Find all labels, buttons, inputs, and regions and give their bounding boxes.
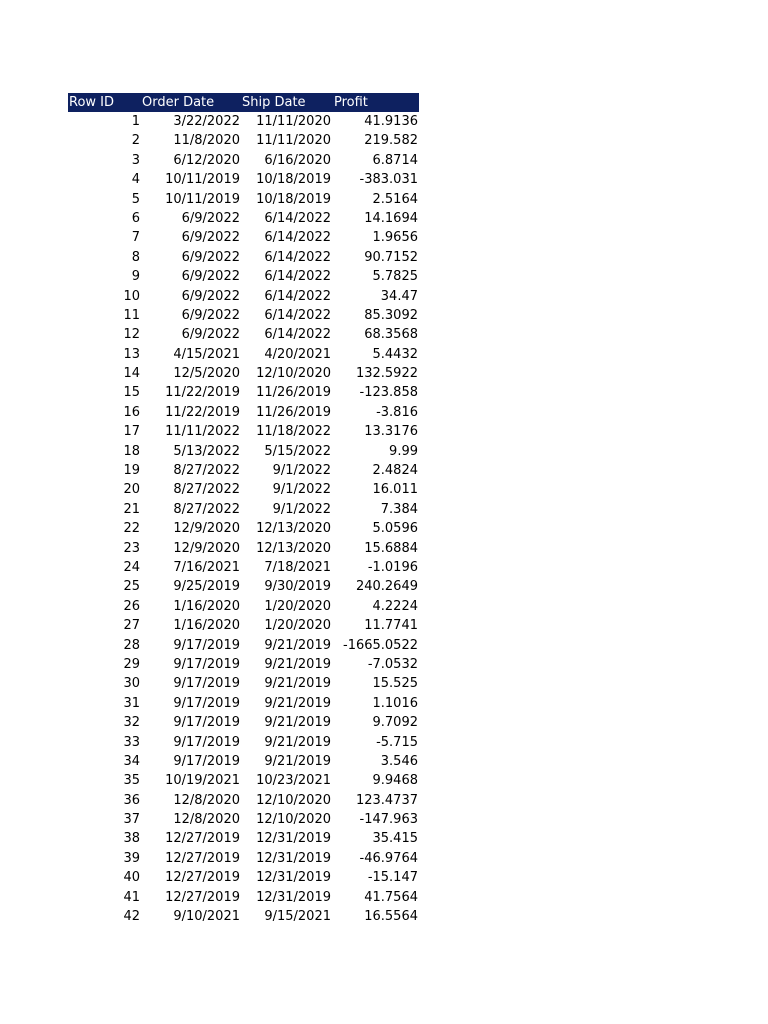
cell-row-id[interactable]: 35	[123, 773, 140, 789]
cell-order-date[interactable]: 12/8/2020	[173, 792, 240, 808]
cell-profit[interactable]: -123.858	[359, 385, 418, 401]
cell-order-date[interactable]: 11/11/2022	[165, 424, 240, 440]
table-row	[68, 616, 419, 635]
cell-profit[interactable]: 90.7152	[364, 249, 418, 265]
cell-row-id[interactable]: 23	[123, 540, 140, 556]
cell-order-date[interactable]: 9/17/2019	[173, 715, 240, 731]
cell-row-id[interactable]: 16	[123, 404, 140, 420]
table-row	[68, 190, 419, 209]
cell-profit[interactable]: -5.715	[376, 734, 418, 750]
cell-order-date[interactable]: 9/17/2019	[173, 676, 240, 692]
cell-order-date[interactable]: 9/17/2019	[173, 695, 240, 711]
cell-ship-date[interactable]: 12/13/2020	[256, 521, 331, 537]
cell-profit[interactable]: 16.5564	[364, 909, 418, 925]
cell-order-date[interactable]: 12/27/2019	[165, 831, 240, 847]
cell-order-date[interactable]: 11/8/2020	[173, 133, 240, 149]
cell-order-date[interactable]: 6/9/2022	[181, 288, 240, 304]
cell-row-id[interactable]: 1	[131, 114, 140, 129]
cell-row-id[interactable]: 21	[123, 501, 140, 517]
cell-ship-date[interactable]: 9/21/2019	[264, 753, 331, 769]
cell-order-date[interactable]: 6/9/2022	[181, 269, 240, 285]
cell-profit[interactable]: 4.2224	[372, 598, 418, 614]
cell-row-id[interactable]: 22	[123, 521, 140, 537]
cell-ship-date[interactable]: 4/20/2021	[264, 346, 331, 362]
cell-row-id[interactable]: 36	[123, 792, 140, 808]
cell-profit[interactable]: 35.415	[372, 831, 418, 847]
table-row	[68, 752, 419, 771]
table-row	[68, 868, 419, 887]
cell-row-id[interactable]: 3	[131, 152, 140, 168]
cell-ship-date[interactable]: 9/1/2022	[272, 482, 331, 498]
cell-ship-date[interactable]: 9/30/2019	[264, 579, 331, 595]
table-row	[68, 248, 419, 267]
cell-order-date[interactable]: 9/17/2019	[173, 734, 240, 750]
cell-row-id[interactable]: 20	[123, 482, 140, 498]
cell-ship-date[interactable]: 9/21/2019	[264, 715, 331, 731]
spreadsheet-table	[68, 93, 419, 926]
cell-order-date[interactable]: 10/11/2019	[165, 191, 240, 207]
cell-order-date[interactable]: 12/9/2020	[173, 540, 240, 556]
cell-order-date[interactable]: 8/27/2022	[173, 501, 240, 517]
cell-order-date[interactable]: 3/22/2022	[173, 114, 240, 129]
cell-row-id[interactable]: 11	[123, 307, 140, 323]
cell-row-id[interactable]: 9	[131, 269, 140, 285]
cell-row-id[interactable]: 41	[123, 889, 140, 905]
cell-order-date[interactable]: 9/17/2019	[173, 753, 240, 769]
cell-ship-date[interactable]: 9/21/2019	[264, 637, 331, 653]
cell-ship-date[interactable]: 10/18/2019	[256, 172, 331, 188]
table-row	[68, 403, 419, 422]
cell-row-id[interactable]: 2	[131, 133, 140, 149]
cell-ship-date[interactable]: 6/14/2022	[264, 210, 331, 226]
cell-row-id[interactable]: 5	[131, 191, 140, 207]
cell-row-id[interactable]: 29	[123, 656, 140, 672]
cell-profit[interactable]: 9.9468	[372, 773, 418, 789]
cell-profit[interactable]: 1.9656	[372, 230, 418, 246]
cell-profit[interactable]: 2.4824	[372, 463, 418, 479]
header-ship-date[interactable]: Ship Date	[242, 95, 306, 110]
cell-order-date[interactable]: 4/15/2021	[173, 346, 240, 362]
cell-profit[interactable]: -1.0196	[367, 559, 418, 575]
table-row	[68, 655, 419, 674]
cell-profit[interactable]: 5.0596	[372, 521, 418, 537]
cell-ship-date[interactable]: 1/20/2020	[264, 598, 331, 614]
table-row	[68, 112, 419, 131]
cell-profit[interactable]: -46.9764	[359, 850, 418, 866]
table-row	[68, 383, 419, 402]
cell-ship-date[interactable]: 6/14/2022	[264, 269, 331, 285]
cell-ship-date[interactable]: 12/13/2020	[256, 540, 331, 556]
cell-profit[interactable]: 5.4432	[372, 346, 418, 362]
cell-ship-date[interactable]: 6/14/2022	[264, 288, 331, 304]
table-row	[68, 325, 419, 344]
table-body	[68, 112, 419, 926]
cell-order-date[interactable]: 8/27/2022	[173, 463, 240, 479]
cell-order-date[interactable]: 6/9/2022	[181, 210, 240, 226]
table-row	[68, 170, 419, 189]
cell-row-id[interactable]: 4	[131, 172, 140, 188]
cell-order-date[interactable]: 12/5/2020	[173, 366, 240, 382]
table-row	[68, 345, 419, 364]
cell-ship-date[interactable]: 9/21/2019	[264, 676, 331, 692]
cell-ship-date[interactable]: 12/10/2020	[256, 812, 331, 828]
table-row	[68, 791, 419, 810]
table-row	[68, 480, 419, 499]
cell-ship-date[interactable]: 11/18/2022	[256, 424, 331, 440]
cell-ship-date[interactable]: 10/23/2021	[256, 773, 331, 789]
cell-row-id[interactable]: 32	[123, 715, 140, 731]
cell-order-date[interactable]: 10/19/2021	[165, 773, 240, 789]
table-row	[68, 442, 419, 461]
table-row	[68, 694, 419, 713]
cell-ship-date[interactable]: 9/21/2019	[264, 734, 331, 750]
cell-row-id[interactable]: 28	[123, 637, 140, 653]
cell-profit[interactable]: -147.963	[359, 812, 418, 828]
table-row	[68, 829, 419, 848]
cell-row-id[interactable]: 34	[123, 753, 140, 769]
table-row	[68, 849, 419, 868]
cell-row-id[interactable]: 27	[123, 618, 140, 634]
table-row	[68, 577, 419, 596]
cell-row-id[interactable]: 40	[123, 870, 140, 886]
cell-order-date[interactable]: 1/16/2020	[173, 618, 240, 634]
cell-row-id[interactable]: 10	[123, 288, 140, 304]
cell-row-id[interactable]: 33	[123, 734, 140, 750]
table-row	[68, 151, 419, 170]
cell-profit[interactable]: -15.147	[367, 870, 418, 886]
cell-ship-date[interactable]: 12/10/2020	[256, 792, 331, 808]
table-row	[68, 539, 419, 558]
cell-ship-date[interactable]: 6/14/2022	[264, 230, 331, 246]
cell-profit[interactable]: 16.011	[372, 482, 418, 498]
cell-profit[interactable]: 6.8714	[372, 152, 418, 168]
cell-row-id[interactable]: 38	[123, 831, 140, 847]
cell-ship-date[interactable]: 9/21/2019	[264, 656, 331, 672]
cell-ship-date[interactable]: 6/16/2020	[264, 152, 331, 168]
cell-profit[interactable]: 240.2649	[355, 579, 418, 595]
cell-row-id[interactable]: 31	[123, 695, 140, 711]
cell-order-date[interactable]: 6/12/2020	[173, 152, 240, 168]
table-row	[68, 287, 419, 306]
cell-ship-date[interactable]: 1/20/2020	[264, 618, 331, 634]
cell-order-date[interactable]: 9/17/2019	[173, 637, 240, 653]
cell-profit[interactable]: 13.3176	[364, 424, 418, 440]
cell-order-date[interactable]: 9/25/2019	[173, 579, 240, 595]
cell-ship-date[interactable]: 6/14/2022	[264, 327, 331, 343]
table-row	[68, 907, 419, 926]
table-row	[68, 461, 419, 480]
cell-ship-date[interactable]: 12/10/2020	[256, 366, 331, 382]
cell-ship-date[interactable]: 9/21/2019	[264, 695, 331, 711]
table-row	[68, 597, 419, 616]
cell-order-date[interactable]: 8/27/2022	[173, 482, 240, 498]
cell-ship-date[interactable]: 9/15/2021	[264, 909, 331, 925]
cell-row-id[interactable]: 37	[123, 812, 140, 828]
table-row	[68, 422, 419, 441]
cell-order-date[interactable]: 12/27/2019	[165, 889, 240, 905]
cell-ship-date[interactable]: 9/1/2022	[272, 463, 331, 479]
cell-ship-date[interactable]: 6/14/2022	[264, 307, 331, 323]
table-row	[68, 733, 419, 752]
cell-order-date[interactable]: 11/22/2019	[165, 385, 240, 401]
cell-row-id[interactable]: 7	[131, 230, 140, 246]
cell-ship-date[interactable]: 11/26/2019	[256, 404, 331, 420]
cell-ship-date[interactable]: 11/26/2019	[256, 385, 331, 401]
table-row	[68, 306, 419, 325]
table-row	[68, 888, 419, 907]
cell-order-date[interactable]: 9/17/2019	[173, 656, 240, 672]
table-row	[68, 364, 419, 383]
cell-profit[interactable]: 15.525	[372, 676, 418, 692]
cell-row-id[interactable]: 26	[123, 598, 140, 614]
table-row	[68, 500, 419, 519]
cell-ship-date[interactable]: 11/11/2020	[256, 114, 331, 129]
cell-profit[interactable]: 85.3092	[364, 307, 418, 323]
cell-row-id[interactable]: 8	[131, 249, 140, 265]
cell-order-date[interactable]: 6/9/2022	[181, 327, 240, 343]
table-row	[68, 209, 419, 228]
cell-row-id[interactable]: 6	[131, 210, 140, 226]
cell-profit[interactable]: 3.546	[380, 753, 418, 769]
cell-profit[interactable]: 219.582	[364, 133, 418, 149]
cell-row-id[interactable]: 24	[123, 559, 140, 575]
cell-order-date[interactable]: 12/8/2020	[173, 812, 240, 828]
table-row	[68, 131, 419, 150]
table-row	[68, 771, 419, 790]
cell-profit[interactable]: 34.47	[380, 288, 418, 304]
cell-profit[interactable]: 132.5922	[355, 366, 418, 382]
cell-row-id[interactable]: 19	[123, 463, 140, 479]
table-row	[68, 713, 419, 732]
cell-profit[interactable]: -3.816	[376, 404, 418, 420]
cell-row-id[interactable]: 15	[123, 385, 140, 401]
cell-profit[interactable]: 9.7092	[372, 715, 418, 731]
cell-row-id[interactable]: 17	[123, 424, 140, 440]
cell-profit[interactable]: -383.031	[359, 172, 418, 188]
cell-profit[interactable]: -1665.0522	[343, 637, 418, 653]
cell-order-date[interactable]: 12/27/2019	[165, 870, 240, 886]
cell-order-date[interactable]: 12/27/2019	[165, 850, 240, 866]
cell-order-date[interactable]: 6/9/2022	[181, 249, 240, 265]
cell-row-id[interactable]: 18	[123, 443, 140, 459]
table-row	[68, 519, 419, 538]
cell-profit[interactable]: 68.3568	[364, 327, 418, 343]
cell-order-date[interactable]: 6/9/2022	[181, 307, 240, 323]
cell-profit[interactable]: 41.9136	[364, 114, 418, 129]
cell-profit[interactable]: 123.4737	[355, 792, 418, 808]
cell-row-id[interactable]: 30	[123, 676, 140, 692]
cell-ship-date[interactable]: 7/18/2021	[264, 559, 331, 575]
cell-ship-date[interactable]: 12/31/2019	[256, 850, 331, 866]
cell-profit[interactable]: 2.5164	[372, 191, 418, 207]
table-row	[68, 228, 419, 247]
cell-row-id[interactable]: 13	[123, 346, 140, 362]
cell-ship-date[interactable]: 12/31/2019	[256, 831, 331, 847]
cell-row-id[interactable]: 42	[123, 909, 140, 925]
cell-ship-date[interactable]: 10/18/2019	[256, 191, 331, 207]
cell-order-date[interactable]: 5/13/2022	[173, 443, 240, 459]
cell-ship-date[interactable]: 9/1/2022	[272, 501, 331, 517]
cell-profit[interactable]: 14.1694	[364, 210, 418, 226]
cell-ship-date[interactable]: 6/14/2022	[264, 249, 331, 265]
cell-profit[interactable]: 5.7825	[372, 269, 418, 285]
cell-ship-date[interactable]: 12/31/2019	[256, 870, 331, 886]
header-order-date[interactable]: Order Date	[142, 95, 215, 110]
cell-order-date[interactable]: 6/9/2022	[181, 230, 240, 246]
cell-order-date[interactable]: 9/10/2021	[173, 909, 240, 925]
cell-profit[interactable]: 1.1016	[372, 695, 418, 711]
cell-profit[interactable]: 41.7564	[364, 889, 418, 905]
cell-order-date[interactable]: 7/16/2021	[173, 559, 240, 575]
cell-profit[interactable]: 9.99	[389, 443, 418, 459]
table-row	[68, 636, 419, 655]
cell-row-id[interactable]: 14	[123, 366, 140, 382]
cell-profit[interactable]: 15.6884	[364, 540, 418, 556]
cell-order-date[interactable]: 10/11/2019	[165, 172, 240, 188]
header-row	[68, 93, 419, 112]
table-row	[68, 674, 419, 693]
table-row	[68, 810, 419, 829]
cell-ship-date[interactable]: 12/31/2019	[256, 889, 331, 905]
header-row-id[interactable]: Row ID	[69, 95, 115, 110]
cell-row-id[interactable]: 25	[123, 579, 140, 595]
table-row	[68, 267, 419, 286]
cell-row-id[interactable]: 39	[123, 850, 140, 866]
cell-ship-date[interactable]: 11/11/2020	[256, 133, 331, 149]
cell-order-date[interactable]: 11/22/2019	[165, 404, 240, 420]
cell-ship-date[interactable]: 5/15/2022	[264, 443, 331, 459]
cell-profit[interactable]: -7.0532	[367, 656, 418, 672]
header-profit[interactable]: Profit	[334, 95, 368, 110]
cell-order-date[interactable]: 12/9/2020	[173, 521, 240, 537]
cell-order-date[interactable]: 1/16/2020	[173, 598, 240, 614]
cell-row-id[interactable]: 12	[123, 327, 140, 343]
cell-profit[interactable]: 11.7741	[364, 618, 418, 634]
table-row	[68, 558, 419, 577]
cell-profit[interactable]: 7.384	[380, 501, 418, 517]
